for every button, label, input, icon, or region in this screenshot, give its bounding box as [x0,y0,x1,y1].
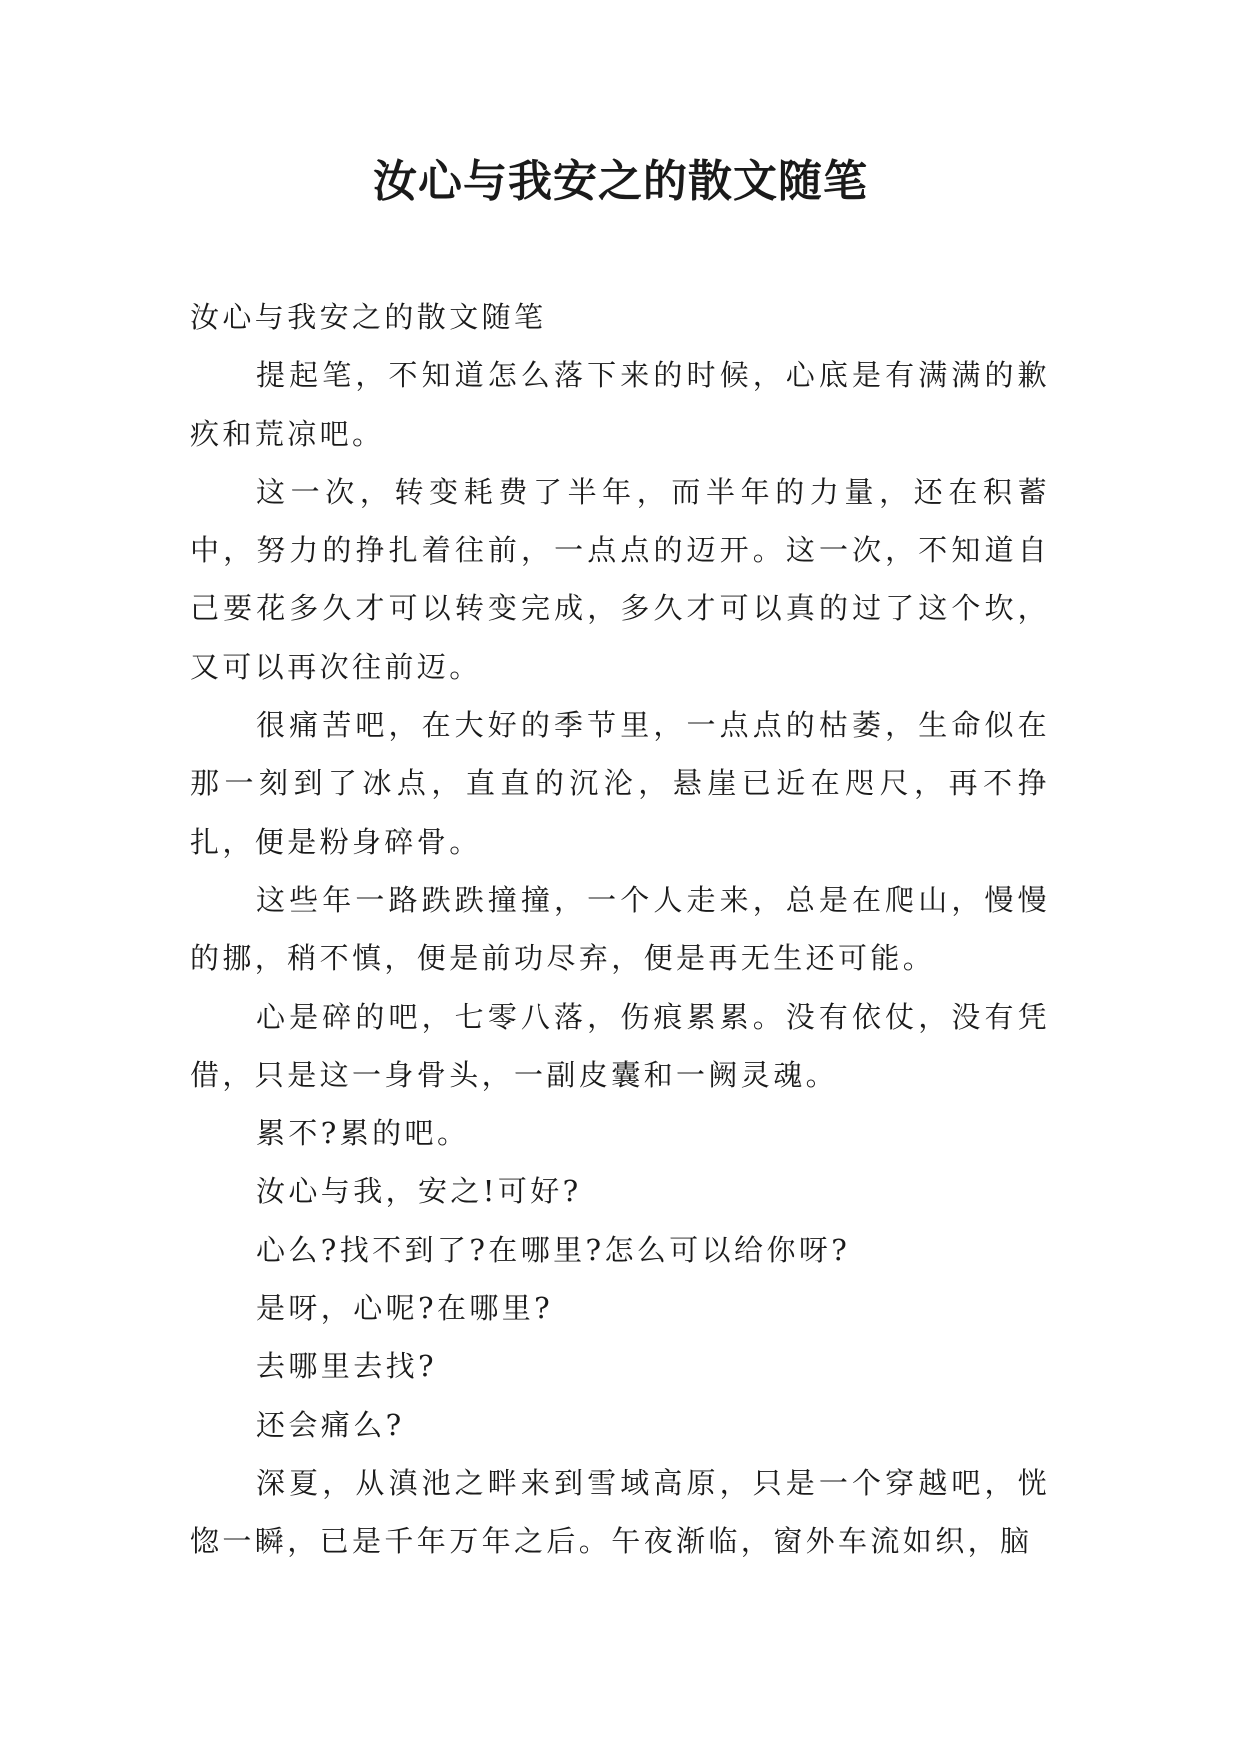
paragraph: 这一次，转变耗费了半年，而半年的力量，还在积蓄中，努力的挣扎着往前，一点点的迈开。这一次，不知道自己要花多久才可以转变完成，多久才可以真的过了这个坎，又可以再次往前迈。 [190,474,1050,684]
paragraph: 很痛苦吧，在大好的季节里，一点点的枯萎，生命似在那一刻到了冰点，直直的沉沦，悬崖已近在咫尺，再不挣扎，便是粉身碎骨。 [190,708,1050,859]
paragraph: 是呀，心呢?在哪里? [256,1291,554,1326]
paragraph: 心么?找不到了?在哪里?怎么可以给你呀? [256,1232,851,1267]
paragraph: 深夏，从滇池之畔来到雪域高原，只是一个穿越吧，恍惚一瞬，已是千年万年之后。午夜渐临，窗外车流如织，脑 [190,1465,1050,1559]
paragraph: 还会痛么? [256,1407,405,1442]
paragraph: 这些年一路跌跌撞撞，一个人走来，总是在爬山，慢慢的挪，稍不慎，便是前功尽弃，便是再无生还可能。 [190,882,1050,976]
paragraph: 提起笔，不知道怎么落下来的时候，心底是有满满的歉疚和荒凉吧。 [190,358,1050,451]
paragraph: 去哪里去找? [256,1349,437,1384]
paragraph: 汝心与我，安之!可好? [256,1174,582,1209]
paragraph: 心是碎的吧，七零八落，伤痕累累。没有依仗，没有凭借，只是这一身骨头，一副皮囊和一阙灵魂。 [190,999,1050,1092]
document-body [190,288,1050,1571]
paragraph: 累不?累的吧。 [256,1116,470,1151]
document-title: 汝心与我安之的散文随笔 [373,156,868,207]
paragraph: 汝心与我安之的散文随笔 [190,300,547,334]
